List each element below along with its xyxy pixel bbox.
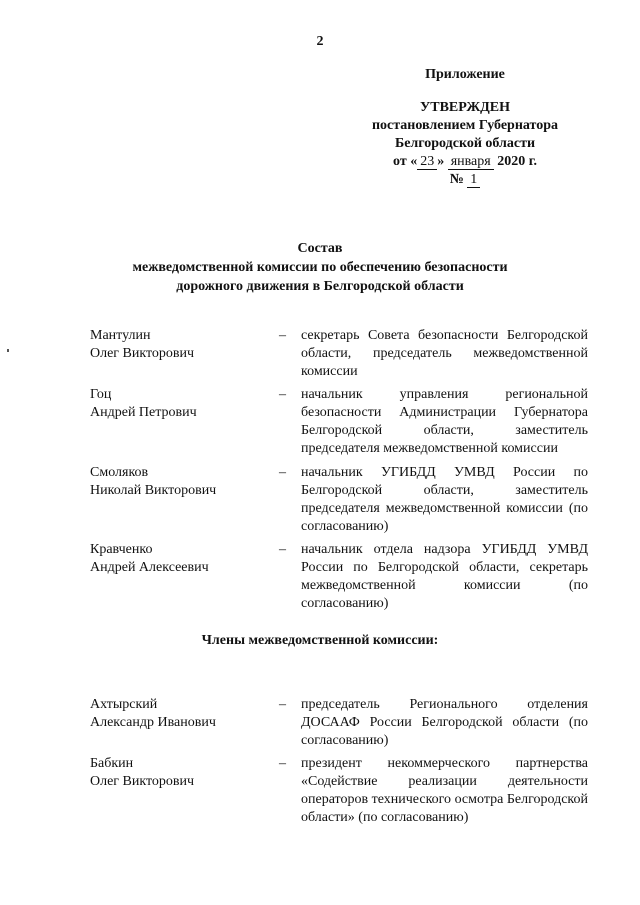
members-heading: Члены межведомственной комиссии: bbox=[201, 633, 439, 648]
approval-number bbox=[360, 171, 570, 189]
dash: – bbox=[279, 756, 286, 771]
date-prefix: от « bbox=[393, 154, 418, 169]
dash: – bbox=[279, 387, 286, 402]
person-given-name: Александр Иванович bbox=[90, 715, 216, 730]
person-position: начальник отдела надзора УГИБДД УМВД России по Белгородской области, секретарь межведомственной комиссии (по согласованию) bbox=[301, 542, 588, 611]
person-name bbox=[90, 464, 270, 500]
dash: – bbox=[279, 542, 286, 557]
person-position: начальник УГИБДД УМВД России по Белгородской области, заместитель председателя межведомственной комиссии (по согласованию) bbox=[301, 465, 588, 534]
person-position: президент некоммерческого партнерства «Содействие реализации деятельности операторов технического осмотра Белгородской области» (по согласованию) bbox=[301, 756, 588, 825]
page-number: 2 bbox=[316, 34, 324, 49]
region-line: Белгородской области bbox=[394, 136, 536, 151]
person-name bbox=[90, 696, 270, 732]
person-surname: Бабкин bbox=[90, 756, 134, 771]
person-name bbox=[90, 386, 270, 422]
person-position: председатель Регионального отделения ДОСААФ России Белгородской области (по согласованию) bbox=[301, 697, 588, 748]
person-surname: Мантулин bbox=[90, 328, 151, 343]
person-surname: Гоц bbox=[90, 387, 112, 402]
person-name bbox=[90, 541, 270, 577]
decree-line: постановлением Губернатора bbox=[371, 118, 559, 133]
date-day: 23 bbox=[417, 154, 437, 170]
dash: – bbox=[279, 465, 286, 480]
date-mid: » bbox=[437, 154, 445, 169]
appendix-label: Приложение bbox=[425, 67, 505, 82]
dash: – bbox=[279, 328, 286, 343]
person-given-name: Олег Викторович bbox=[90, 346, 195, 361]
person-given-name: Андрей Петрович bbox=[90, 405, 197, 420]
approval-date bbox=[360, 153, 570, 171]
document-title bbox=[0, 239, 640, 296]
date-month: января bbox=[448, 154, 494, 170]
person-position: секретарь Совета безопасности Белгородской области, председатель межведомственной комиссии bbox=[301, 328, 588, 379]
person-given-name: Олег Викторович bbox=[90, 774, 195, 789]
title-line-1: Состав bbox=[297, 241, 343, 256]
date-year: 2020 г. bbox=[497, 154, 537, 169]
number-value: 1 bbox=[467, 172, 480, 188]
title-line-2: межведомственной комиссии по обеспечению безопасности bbox=[132, 260, 508, 275]
person-name bbox=[90, 755, 270, 791]
person-given-name: Николай Викторович bbox=[90, 483, 217, 498]
scan-mark bbox=[7, 349, 9, 352]
person-name bbox=[90, 327, 270, 363]
number-prefix: № bbox=[449, 172, 464, 187]
person-position: начальник управления региональной безопасности Администрации Губернатора Белгородской области, заместитель председателя межведомственной комиссии bbox=[301, 387, 588, 456]
person-surname: Смоляков bbox=[90, 465, 149, 480]
person-surname: Ахтырский bbox=[90, 697, 158, 712]
title-line-3: дорожного движения в Белгородской области bbox=[176, 279, 464, 294]
dash: – bbox=[279, 697, 286, 712]
person-given-name: Андрей Алексеевич bbox=[90, 560, 209, 575]
approved-label: УТВЕРЖДЕН bbox=[419, 100, 511, 115]
person-surname: Кравченко bbox=[90, 542, 153, 557]
